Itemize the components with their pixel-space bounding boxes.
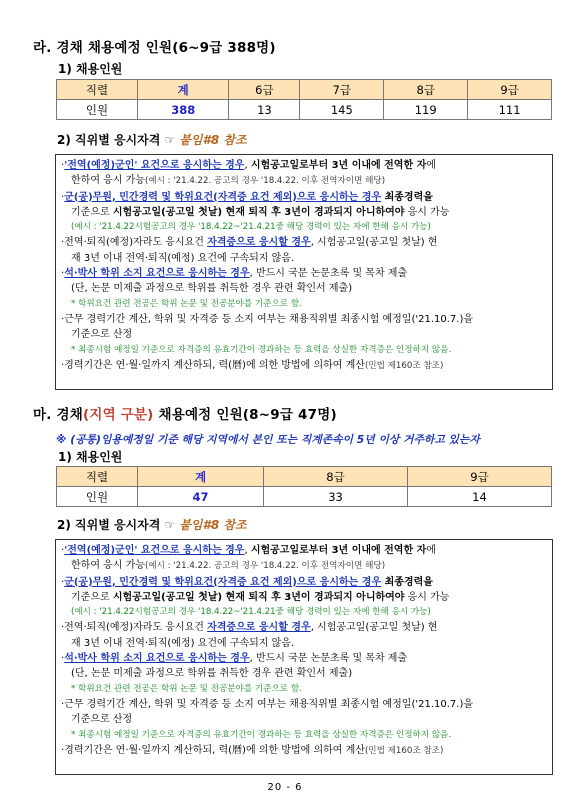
table-cell: 33: [264, 487, 408, 507]
table-cell: 145: [300, 100, 384, 120]
qualification-heading: [57, 131, 247, 148]
qual-line: 기준으로 시험공고일(공고일 첫날) 현재 퇴직 후 3년이 경과되지 아니하여야 응시 가능: [71, 206, 450, 218]
qual-line: ·석·박사 학위 소지 요건으로 응시하는 경우, 반드시 국문 논문초록 및 목차 제출: [61, 268, 408, 280]
qualification-box: [55, 539, 553, 775]
table-header-cell: 6급: [229, 80, 300, 100]
residency-note: ※ (공통)임용예정일 기준 해당 지역에서 본인 또는 직계존속이 5년 이상 거주하고 있는자: [56, 433, 480, 446]
qual-line: ·석·박사 학위 소지 요건으로 응시하는 경우, 반드시 국문 논문초록 및 목차 제출: [61, 653, 408, 665]
table-header-row: [57, 80, 552, 100]
qual-line: (예시 : '21.4.22시험공고의 경우 '18.4.22~'21.4.21중 해당 경력이 있는 자에 한해 응시 가능): [71, 607, 431, 618]
pointing-hand-icon: ☞: [164, 133, 176, 147]
qual-line: ·'전역(예정)군인' 요건으로 응시하는 경우, 시험공고일로부터 3년 이내에 전역한 자에: [61, 545, 436, 556]
table-row: [57, 100, 552, 120]
qual-line: 재 3년 이내 전역·퇴직(예정) 요건에 구속되지 않음.: [71, 637, 295, 649]
qual-line: * 학위요건 관련 전공은 학위 논문 및 전공분야를 기준으로 함.: [71, 683, 302, 694]
attachment-reference: 붙임#8 참조: [179, 518, 247, 532]
attachment-reference: 붙임#8 참조: [179, 133, 247, 147]
table-header-cell: 9급: [468, 80, 552, 100]
table-cell: 388: [138, 100, 229, 120]
qual-line: * 학위요건 관련 전공은 학위 논문 및 전공분야를 기준으로 함.: [71, 298, 302, 309]
pointing-hand-icon: ☞: [164, 518, 176, 532]
qualification-box: [55, 154, 553, 390]
table-cell: 인원: [57, 487, 138, 507]
qual-line: 한하여 응시 가능(예시 : '21.4.22. 공고의 경우 '18.4.22. 이후 전역자이면 해당): [71, 560, 386, 572]
table-header-row: [57, 467, 552, 487]
qual-line: 한하여 응시 가능(예시 : '21.4.22. 공고의 경우 '18.4.22. 이후 전역자이면 해당): [71, 175, 386, 187]
table-header-cell: 직렬: [57, 80, 138, 100]
qualification-heading-label: 2) 직위별 응시자격: [57, 518, 161, 532]
recruit-table-ma: [56, 466, 552, 507]
qual-line: 기준으로 산정: [71, 329, 133, 341]
qualification-heading: [57, 516, 247, 533]
table-header-cell: 8급: [384, 80, 468, 100]
section-title-ma: 마. 경채(지역 구분) 채용예정 인원(8~9급 47명): [33, 407, 337, 423]
qual-line: * 최종시험 예정일 기준으로 자격증의 유효기간이 경과하는 등 효력을 상실한 자격증은 인정하지 않음.: [71, 729, 452, 740]
table-cell: 14: [408, 487, 552, 507]
qual-line: ·전역·퇴직(예정)자라도 응시요건 자격증으로 응시할 경우, 시험공고일(공고일 첫날) 현: [61, 622, 438, 634]
qual-line: ·근무 경력기간 계산, 학위 및 자격증 등 소지 여부는 채용직위별 최종시험 예정일('21.10.7.)을: [61, 698, 474, 710]
recruit-heading: 1) 채용인원: [58, 62, 123, 76]
table-header-cell: 9급: [408, 467, 552, 487]
table-header-cell: 7급: [300, 80, 384, 100]
qual-line: (예시 : '21.4.22시험공고의 경우 '18.4.22~'21.4.21중 해당 경력이 있는 자에 한해 응시 가능): [71, 222, 431, 233]
qualification-heading-label: 2) 직위별 응시자격: [57, 133, 161, 147]
table-row: [57, 487, 552, 507]
qual-line: (단, 논문 미제출 과정으로 학위를 취득한 경우 관련 확인서 제출): [71, 668, 353, 680]
qual-line: ·전역·퇴직(예정)자라도 응시요건 자격증으로 응시할 경우, 시험공고일(공고일 첫날) 현: [61, 237, 438, 249]
qual-line: 기준으로 시험공고일(공고일 첫날) 현재 퇴직 후 3년이 경과되지 아니하여야 응시 가능: [71, 591, 450, 603]
recruit-heading: 1) 채용인원: [58, 450, 123, 464]
section-title-ra: 라. 경채 채용예정 인원(6~9급 388명): [33, 40, 276, 56]
qual-line: ·군(공)무원, 민간경력 및 학위요건(자격증 요건 제외)으로 응시하는 경우 최종경력을: [61, 576, 433, 588]
table-header-cell: 직렬: [57, 467, 138, 487]
qual-line: * 최종시험 예정일 기준으로 자격증의 유효기간이 경과하는 등 효력을 상실한 자격증은 인정하지 않음.: [71, 344, 452, 355]
table-cell: 47: [138, 487, 264, 507]
qual-line: 기준으로 산정: [71, 714, 133, 726]
recruit-table-ra: [56, 79, 552, 120]
qual-line: ·경력기간은 연·월·일까지 계산하되, 력(曆)에 의한 방법에 의하여 계산(민법 제160조 참조): [61, 359, 444, 371]
table-header-cell: 8급: [264, 467, 408, 487]
table-cell: 13: [229, 100, 300, 120]
table-cell: 119: [384, 100, 468, 120]
qual-line: (단, 논문 미제출 과정으로 학위를 취득한 경우 관련 확인서 제출): [71, 283, 353, 295]
qual-line: ·군(공)무원, 민간경력 및 학위요건(자격증 요건 제외)으로 응시하는 경우 최종경력을: [61, 191, 433, 203]
table-header-cell: 계: [138, 467, 264, 487]
qual-line: 재 3년 이내 전역·퇴직(예정) 요건에 구속되지 않음.: [71, 252, 295, 264]
qual-line: ·경력기간은 연·월·일까지 계산하되, 력(曆)에 의한 방법에 의하여 계산(민법 제160조 참조): [61, 744, 444, 756]
page-number: 20 - 6: [267, 782, 303, 793]
table-cell: 111: [468, 100, 552, 120]
table-header-cell: 계: [138, 80, 229, 100]
qual-line: ·'전역(예정)군인' 요건으로 응시하는 경우, 시험공고일로부터 3년 이내에 전역한 자에: [61, 160, 436, 171]
table-cell: 인원: [57, 100, 138, 120]
qual-line: ·근무 경력기간 계산, 학위 및 자격증 등 소지 여부는 채용직위별 최종시험 예정일('21.10.7.)을: [61, 313, 474, 325]
